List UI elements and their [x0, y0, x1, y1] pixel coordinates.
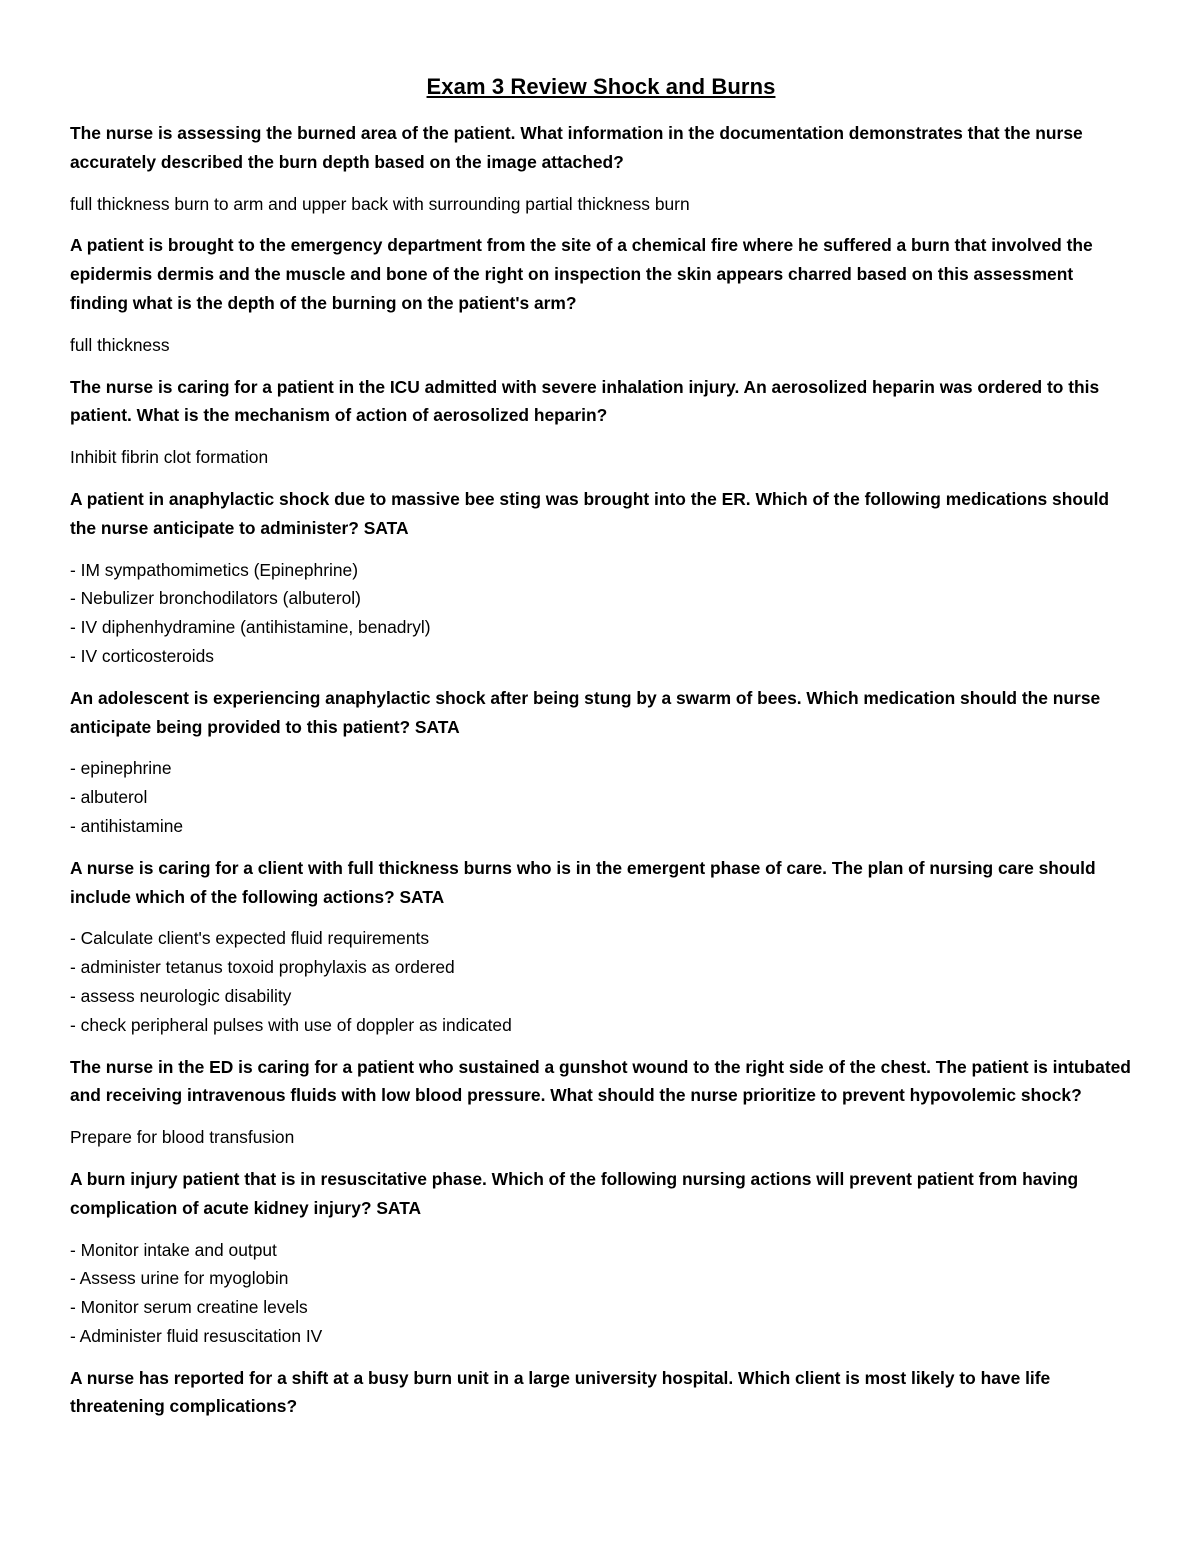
qa-block-3: [70, 373, 1132, 472]
qa-block-6: [70, 854, 1132, 1040]
answer-text: full thickness: [70, 334, 170, 355]
answer-item: - Monitor intake and output: [70, 1239, 277, 1260]
qa-block-2: [70, 231, 1132, 359]
question-text: A burn injury patient that is in resuscitative phase. Which of the following nursing actions will prevent patient from having complication of acute kidney injury? SATA: [70, 1168, 1079, 1218]
answer-item: - assess neurologic disability: [70, 985, 292, 1006]
answer-item: - administer tetanus toxoid prophylaxis as ordered: [70, 957, 455, 978]
answer-item: - Assess urine for myoglobin: [70, 1268, 289, 1289]
question-text: A nurse is caring for a client with full thickness burns who is in the emergent phase of care. The plan of nursing care should include which of the following actions? SATA: [70, 857, 1096, 907]
answer-item: - IV corticosteroids: [70, 645, 214, 666]
qa-block-4: [70, 485, 1132, 671]
answer-item: - antihistamine: [70, 815, 184, 836]
answer-list: [70, 754, 1132, 840]
answer-item: - IM sympathomimetics (Epinephrine): [70, 559, 358, 580]
question-text: The nurse in the ED is caring for a patient who sustained a gunshot wound to the right side of the chest. The patient is intubated and receiving intravenous fluids with low blood pressure. What should the nurse prioritize to prevent hypovolemic shock?: [70, 1056, 1131, 1106]
answer-text: Inhibit fibrin clot formation: [70, 447, 269, 468]
question-text: An adolescent is experiencing anaphylactic shock after being stung by a swarm of bees. Which medication should the nurse anticipate being provided to this patient? SATA: [70, 687, 1101, 737]
qa-block-8: [70, 1165, 1132, 1351]
answer-item: - Monitor serum creatine levels: [70, 1297, 308, 1318]
answer-text: Prepare for blood transfusion: [70, 1127, 295, 1148]
qa-block-1: [70, 119, 1132, 218]
answer-list: [70, 1236, 1132, 1351]
document-page: [70, 74, 1132, 1434]
answer-text: full thickness burn to arm and upper back with surrounding partial thickness burn: [70, 193, 690, 214]
answer-item: - albuterol: [70, 787, 148, 808]
qa-block-7: [70, 1053, 1132, 1152]
answer-item: - IV diphenhydramine (antihistamine, benadryl): [70, 617, 431, 638]
answer-item: - Administer fluid resuscitation IV: [70, 1325, 323, 1346]
answer-list: [70, 924, 1132, 1039]
answer-item: - check peripheral pulses with use of doppler as indicated: [70, 1014, 512, 1035]
qa-block-5: [70, 684, 1132, 841]
answer-list: [70, 556, 1132, 671]
question-text: A nurse has reported for a shift at a busy burn unit in a large university hospital. Which client is most likely to have life threatening complications?: [70, 1367, 1051, 1417]
qa-block-9: [70, 1364, 1132, 1422]
answer-item: - Nebulizer bronchodilators (albuterol): [70, 588, 361, 609]
question-text: A patient is brought to the emergency department from the site of a chemical fire where he suffered a burn that involved the epidermis dermis and the muscle and bone of the right on inspection the skin appears charred based on this assessment finding what is the depth of the burning on the patient's arm?: [70, 235, 1093, 313]
document-title: Exam 3 Review Shock and Burns: [426, 74, 776, 99]
question-text: The nurse is caring for a patient in the ICU admitted with severe inhalation injury. An aerosolized heparin was ordered to this patient. What is the mechanism of action of aerosolized heparin?: [70, 376, 1100, 426]
answer-item: - Calculate client's expected fluid requirements: [70, 928, 430, 949]
question-text: The nurse is assessing the burned area of the patient. What information in the documentation demonstrates that the nurse accurately described the burn depth based on the image attached?: [70, 123, 1083, 172]
answer-item: - epinephrine: [70, 758, 172, 779]
question-text: A patient in anaphylactic shock due to massive bee sting was brought into the ER. Which of the following medications should the nurse anticipate to administer? SATA: [70, 488, 1110, 538]
